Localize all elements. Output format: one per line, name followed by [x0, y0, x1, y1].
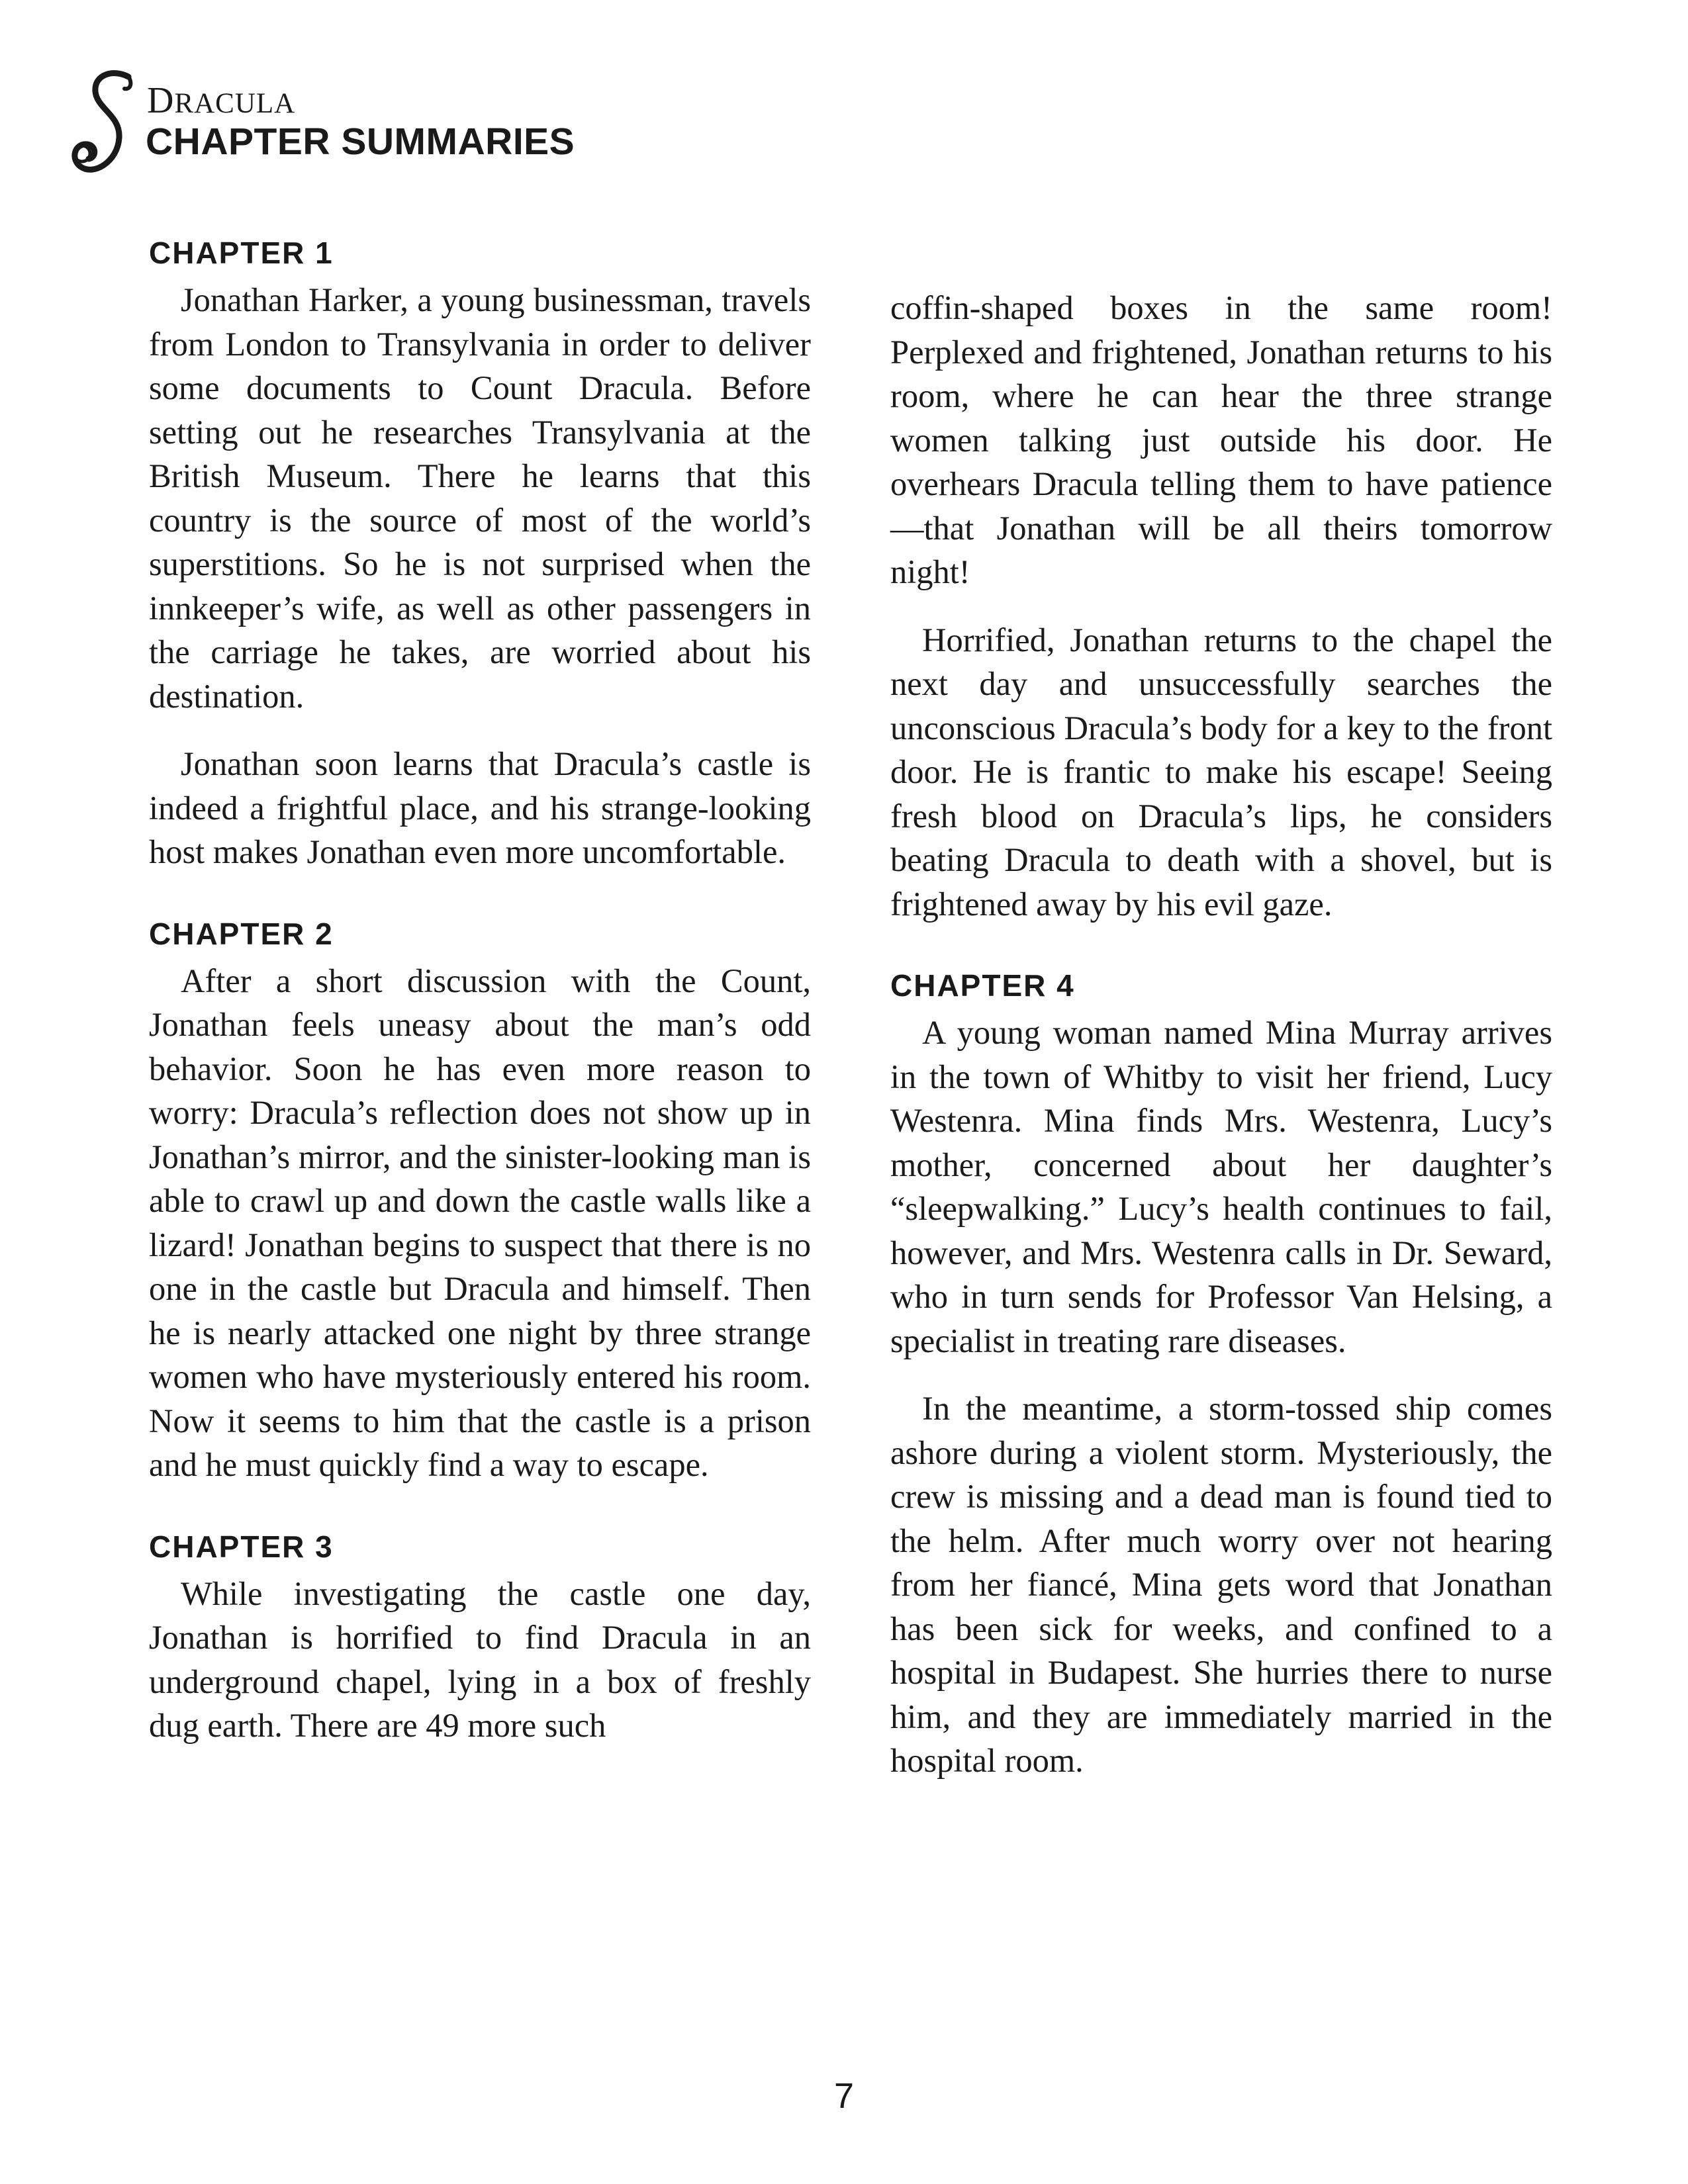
- right-column: [890, 286, 1552, 1823]
- paragraph: A young woman named Mina Murray arrives in the town of Whitby to visit her friend, Lucy Westenra. Mina finds Mrs. Westenra, Lucy’s mother, concerned about her daughter’s “sleepwalking.” Lucy’s health continues to fail, however, and Mrs. Westenra calls in Dr. Seward, who in turn sends for Professor Van Helsing, a specialist in treating rare diseases.: [890, 1014, 1552, 1359]
- paragraph: While investigating the castle one day, Jonathan is horrified to find Dracula in an underground chapel, lying in a box of freshly dug earth. There are 49 more such: [149, 1574, 811, 1744]
- paragraph: After a short discussion with the Count, Jonathan feels uneasy about the man’s odd behavior. Soon he has even more reason to worry: Dracula’s reflection does not show up in Jonathan’s mirror, and the sinister-looking man is able to crawl up and down the castle walls like a lizard! Jonathan begins to suspect that there is no one in the castle but Dracula and himself. Then he is nearly attacked one night by three strange women who have mysteriously entered his room. Now it seems to him that the castle is a prison and he must quickly find a way to escape.: [149, 962, 811, 1483]
- chapter-1: [149, 233, 811, 874]
- chapter-3-continued: [890, 286, 1552, 926]
- section-title: CHAPTER SUMMARIES: [146, 120, 575, 163]
- chapter-2: [149, 914, 811, 1487]
- chapter-heading: CHAPTER 3: [149, 1529, 334, 1564]
- chapter-heading: CHAPTER 1: [149, 236, 334, 270]
- chapter-3: [149, 1527, 811, 1748]
- ornamental-s-icon: [68, 69, 144, 181]
- paragraph: coffin-shaped boxes in the same room! Perplexed and frightened, Jonathan returns to his room, where he can hear the three strange women talking just outside his door. He overhears Dracula telling them to have patience—that Jonathan will be all theirs tomorrow night!: [890, 289, 1552, 590]
- paragraph: Jonathan Harker, a young businessman, travels from London to Transylvania in order to deliver some documents to Count Dracula. Before setting out he researches Transylvania at the British Museum. There he learns that this country is the source of most of the world’s superstitions. So he is not surprised when the innkeeper’s wife, as well as other passengers in the carriage he takes, are worried about his destination.: [149, 281, 811, 715]
- paragraph: Jonathan soon learns that Dracula’s castle is indeed a frightful place, and his strange-looking host makes Jonathan even more uncomfortable.: [149, 745, 811, 870]
- chapter-4: [890, 966, 1552, 1783]
- paragraph: Horrified, Jonathan returns to the chapel the next day and unsuccessfully searches the unconscious Dracula’s body for a key to the front door. He is frantic to make his escape! Seeing fresh blood on Dracula’s lips, he considers beating Dracula to death with a shovel, but is frightened away by his evil gaze.: [890, 621, 1552, 923]
- book-title: DRACULA: [147, 80, 296, 121]
- page-number: 7: [833, 2076, 855, 2116]
- chapter-heading: CHAPTER 4: [890, 968, 1075, 1003]
- chapter-heading: CHAPTER 2: [149, 916, 334, 951]
- left-column: [149, 233, 811, 1788]
- paragraph: In the meantime, a storm-tossed ship comes ashore during a violent storm. Mysteriously, the crew is missing and a dead man is found tied to the helm. After much worry over not hearing from her fiancé, Mina gets word that Jonathan has been sick for weeks, and confined to a hospital in Budapest. She hurries there to nurse him, and they are immediately married in the hospital room.: [890, 1390, 1552, 1779]
- page-header: [68, 69, 862, 181]
